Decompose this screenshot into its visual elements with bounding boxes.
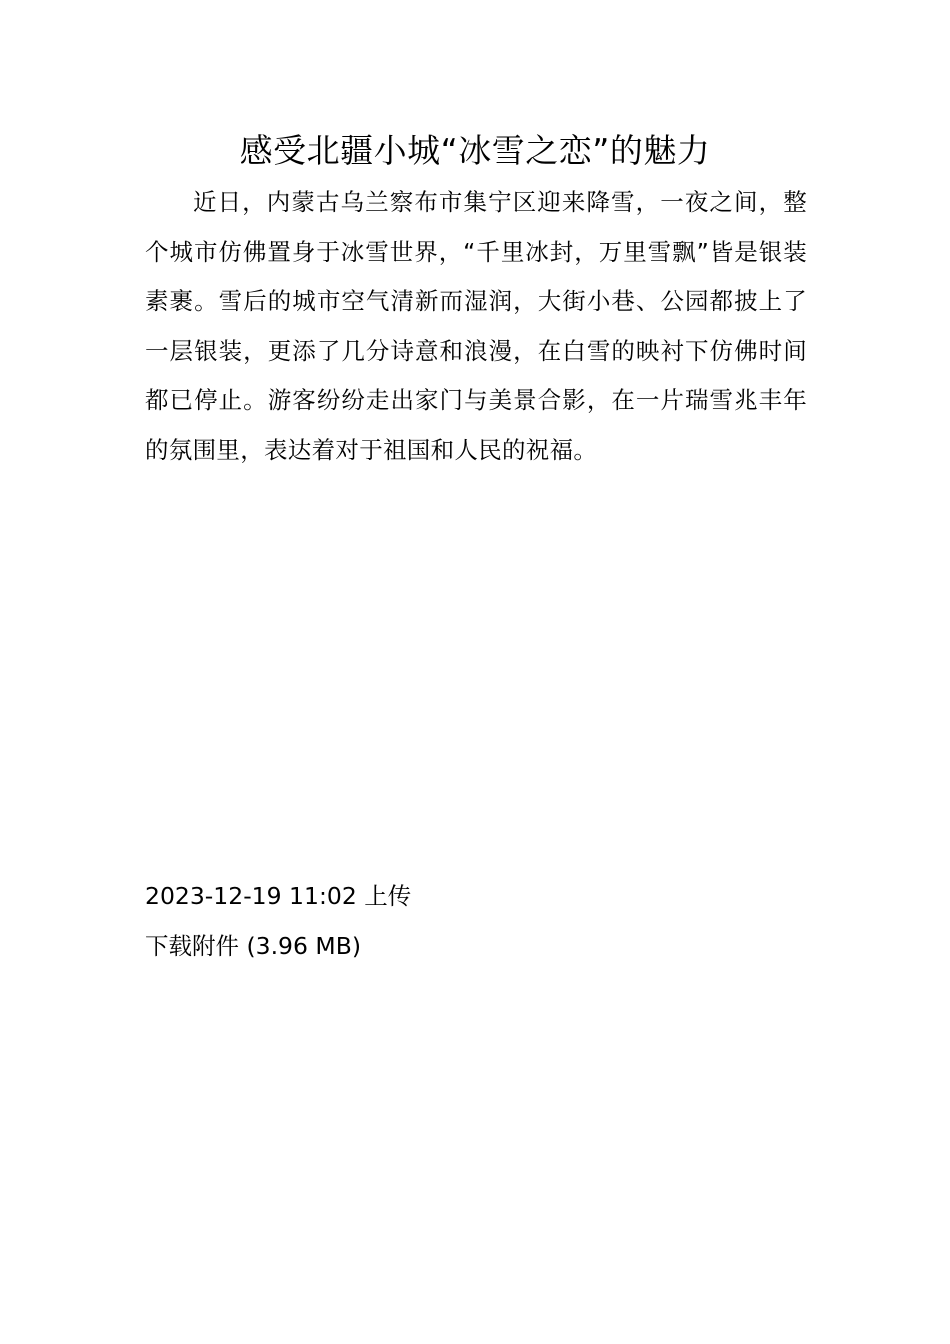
article-body: 近日，内蒙古乌兰察布市集宁区迎来降雪，一夜之间，整个城市仿佛置身于冰雪世界，“千里冰封，万里雪飘”皆是银装素裹。雪后的城市空气清新而湿润，大街小巷、公园都披上了一层银装，更添了几分诗意和浪漫，在白雪的映衬下仿佛时间都已停止。游客纷纷走出家门与美景合影，在一片瑞雪兆丰年的氛围里，表达着对于祖国和人民的祝福。: [145, 188, 807, 464]
download-attachment-link[interactable]: 下载附件 (3.96 MB): [145, 932, 361, 960]
article-title: 感受北疆小城“冰雪之恋”的魅力: [239, 131, 711, 170]
upload-timestamp: 2023-12-19 11:02 上传: [145, 882, 412, 910]
